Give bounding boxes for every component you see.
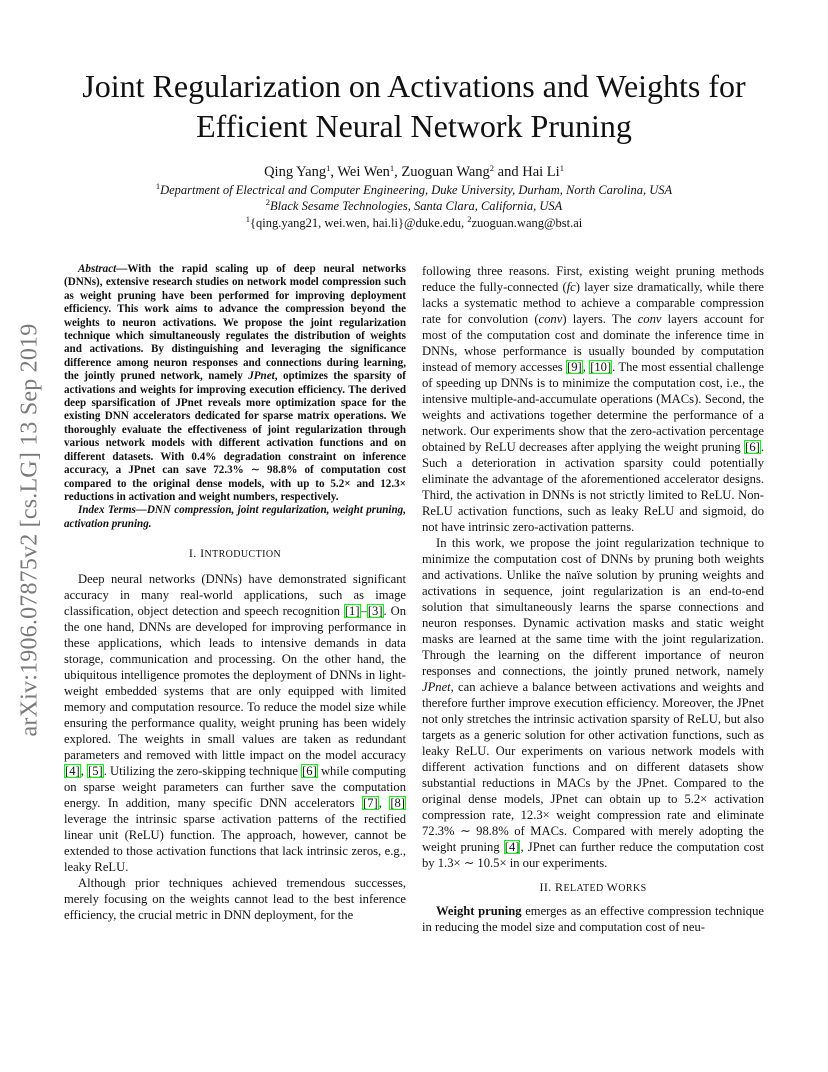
affiliation-2 [40, 198, 788, 214]
affiliation-1 [40, 182, 788, 198]
body-text: , JPnet can further reduce the computation cost by 1.3× ∼ 10.5× in our experiments. [422, 840, 764, 870]
email-text: {qing.yang21, wei.wen, hai.li}@duke.edu, [249, 216, 468, 230]
body-text: layers account for most of the computation cost and dominate the inference time in DNNs, whose performance is usually bounded by computation instead of memory accesses [422, 312, 764, 374]
affil-marker: 1 [389, 163, 395, 173]
body-text: ) layer size dramatically, while there lacks a systematic method to achieve a comparable compression rate for convolution ( [422, 280, 764, 326]
section-number: II. [539, 880, 556, 894]
body-text: , can achieve a balance between activations and weights and therefore further improve execution efficiency. Moreover, the JPnet not only stretches the intrinsic activation sparsity of ReLU, but also targets as a generic solution for other activation functions, such as leaky ReLU. Our experiments on various network models with different activation functions and on different datasets show substantial reductions in MACs by the JPnet. Compared to the original dense models, JPnet can obtain up to 5.2× activation compression rate, 12.3× weight compression rate and eliminate 72.3% ∼ 98.8% of MACs. Compared with merely adopting the weight pruning [422, 680, 764, 854]
body-text: emerges as an effective compression technique in reducing the model size and computation cost of neu- [422, 904, 764, 934]
citation-link[interactable]: [7] [363, 796, 378, 811]
affil-marker: 1 [559, 163, 564, 173]
author-name: Qing Yang [264, 164, 327, 180]
body-text: . Such a deterioration in activation sparsity could potentially eliminate the advantage of the aforementioned accelerator designs. Third, the activation in DNNs is not strictly limited to ReLU. Non-ReLU activation functions, such as leaky ReLU and sigmoid, do not have intrinsic zero-activation patterns. [422, 440, 764, 534]
bold-term: Weight pruning [436, 904, 522, 918]
section-title-rest: ELATED [563, 883, 607, 894]
section-number: I. [188, 546, 201, 561]
left-column [64, 263, 406, 923]
title-line-1: Joint Regularization on Activations and Weights for [82, 68, 746, 104]
section-title-initial: W [606, 880, 619, 894]
affiliation-text: Department of Electrical and Computer Engineering, Duke University, Durham, North Carolina, USA [160, 183, 673, 197]
email-text: zuoguan.wang@bst.ai [471, 216, 583, 230]
body-text: , [582, 360, 590, 374]
section-title-rest: ORKS [618, 883, 647, 894]
author-name: Zuoguan Wang [401, 164, 490, 180]
body-text: Deep neural networks (DNNs) have demonstrated significant accuracy in many real-world applications, such as image classification, object detection and speech recognition [64, 572, 406, 619]
section-heading-related-works [422, 879, 764, 897]
italic-term: conv [538, 312, 563, 326]
affiliation-text: Black Sesame Technologies, Santa Clara, California, USA [270, 199, 563, 213]
section-heading-introduction [64, 545, 406, 563]
abstract [64, 263, 406, 504]
body-text: . On the one hand, DNNs are developed for improving performance in these applications, which leads to intensive demands in data storage, communication and processing. On the other hand, the ubiquitous intelligence promotes the deployment of DNNs in light-weight embedded systems that are only equipped with limited memory and computation resource. To reduce the model size while ensuring the performance quality, weight pruning has been widely explored. The weights in small values are taken as redundant parameters and removed with little impact on the model accuracy [64, 604, 406, 763]
author-name: Hai Li [522, 164, 560, 180]
citation-link[interactable]: [5] [88, 764, 103, 779]
citation-link[interactable]: [4] [504, 840, 520, 854]
abstract-text: , optimizes the sparsity of activations and weights for improving execution efficiency. The derived deep sparsification of JPnet reveals more optimization space for the existing DNN accelerators dedicated for sparse matrix operations. We thoroughly evaluate the effectiveness of joint regularization through various network models with different activation functions and on different datasets. With 0.4% degradation constraint on inference accuracy, a JPnet can save 72.3% ∼ 98.8% of computation cost compared to the original dense models, with up to 5.2× and 12.3× reductions in activation and weight numbers, respectively. [64, 370, 406, 503]
arxiv-id: arXiv:1906.07875v2 [cs.LG] 13 Sep 2019 [16, 323, 43, 737]
citation-link[interactable]: [10] [590, 360, 612, 374]
body-text: – [360, 604, 367, 619]
body-text: In this work, we propose the joint regularization technique to minimize the computation cost of DNNs by pruning both weights and activations. Unlike the naïve solution by pruning weights and activations in sequence, joint regularization is an end-to-end solution that simultaneously learns the sparse connections and neuron responses. Dynamic activation masks and static weight masks are learned at the same time with the joint regularization. Through the learning on the different importance of neuron responses and connections, the jointly pruned network, namely [422, 536, 764, 678]
title-line-2: Efficient Neural Network Pruning [196, 108, 632, 144]
section-title-initial: I [200, 546, 205, 561]
body-text: following three reasons. First, existing weight pruning methods reduce the fully-connected ( [422, 264, 764, 294]
abstract-text: —With the rapid scaling up of deep neural networks (DNNs), extensive research studies on network model compression such as weight pruning have been performed for improving deployment efficiency. This work aims to advance the compression beyond the weights to neuron activations. We propose the joint regularization technique which simultaneously regulates the distribution of weights and activations. By distinguishing and leveraging the significance difference among neuron responses and connections during learning, the jointly pruned network, namely [64, 263, 406, 383]
intro-paragraph-2: Although prior techniques achieved tremendous successes, merely focusing on the weights cannot lead to the best inference efficiency, the crucial metric in DNN deployment, for the [64, 876, 406, 923]
citation-link[interactable]: [6] [745, 440, 760, 454]
arxiv-sidebar-stamp [8, 295, 52, 765]
affil-marker: 2 [265, 197, 270, 207]
citation-link[interactable]: [9] [567, 360, 582, 374]
paper-title [40, 66, 788, 146]
affil-marker: 2 [489, 163, 495, 173]
citation-link[interactable]: [3] [367, 604, 383, 619]
intro-paragraph-3 [422, 263, 764, 535]
citation-link[interactable]: [1] [344, 604, 360, 619]
body-text: . The most essential challenge of speeding up DNNs is to minimize the computation cost, i.e., the intensive multiple-and-accumulate operations (MACs). Second, the weights and activations together determine the performance of a network. Our experiments show that the zero-activation percentage obtained by ReLU decreases after applying the weight pruning [422, 360, 765, 454]
abstract-label: Abstract [78, 263, 117, 275]
jpnet-term: JPnet [248, 370, 275, 383]
citation-link[interactable]: [8] [390, 796, 405, 811]
affil-marker: 1 [326, 163, 331, 173]
body-text: while computing on sparse weight parameters can further save the computation energy. In addition, many specific DNN accelerators [64, 764, 406, 811]
affil-marker: 1 [155, 181, 161, 191]
affil-marker: 2 [467, 214, 472, 224]
italic-term: conv [637, 312, 662, 326]
intro-paragraph-1 [64, 571, 406, 875]
italic-term: fc [566, 280, 576, 294]
author-name: Wei Wen [337, 164, 390, 180]
section-title-initial: R [555, 880, 564, 894]
related-paragraph-1 [422, 903, 764, 935]
body-text: ) layers. The [562, 312, 638, 326]
right-column [422, 263, 764, 935]
affil-marker: 1 [245, 214, 250, 224]
body-text: . Utilizing the zero-skipping technique [103, 764, 302, 779]
body-text: , [378, 796, 390, 811]
contact-emails [40, 215, 788, 231]
author-list: Qing Yang$^1$, Wei Wen$^1$, Zuoguan Wang$^2$ and Hai Li$^1$ [264, 163, 564, 180]
intro-paragraph-4 [422, 535, 764, 871]
index-terms: Index Terms—DNN compression, joint regularization, weight pruning, activation pruning. [64, 504, 406, 530]
body-text: leverage the intrinsic sparse activation patterns of the rectified linear unit (ReLU) function. The approach, however, cannot be extended to those activation functions that lack intrinsic zeros, e.g., leaky ReLU. [64, 812, 406, 875]
jpnet-term: JPnet [422, 680, 451, 694]
citation-link[interactable]: [6] [302, 764, 317, 779]
citation-link[interactable]: [4] [65, 764, 80, 779]
body-text: , [80, 764, 88, 779]
section-title-rest: NTRODUCTION [204, 549, 282, 561]
